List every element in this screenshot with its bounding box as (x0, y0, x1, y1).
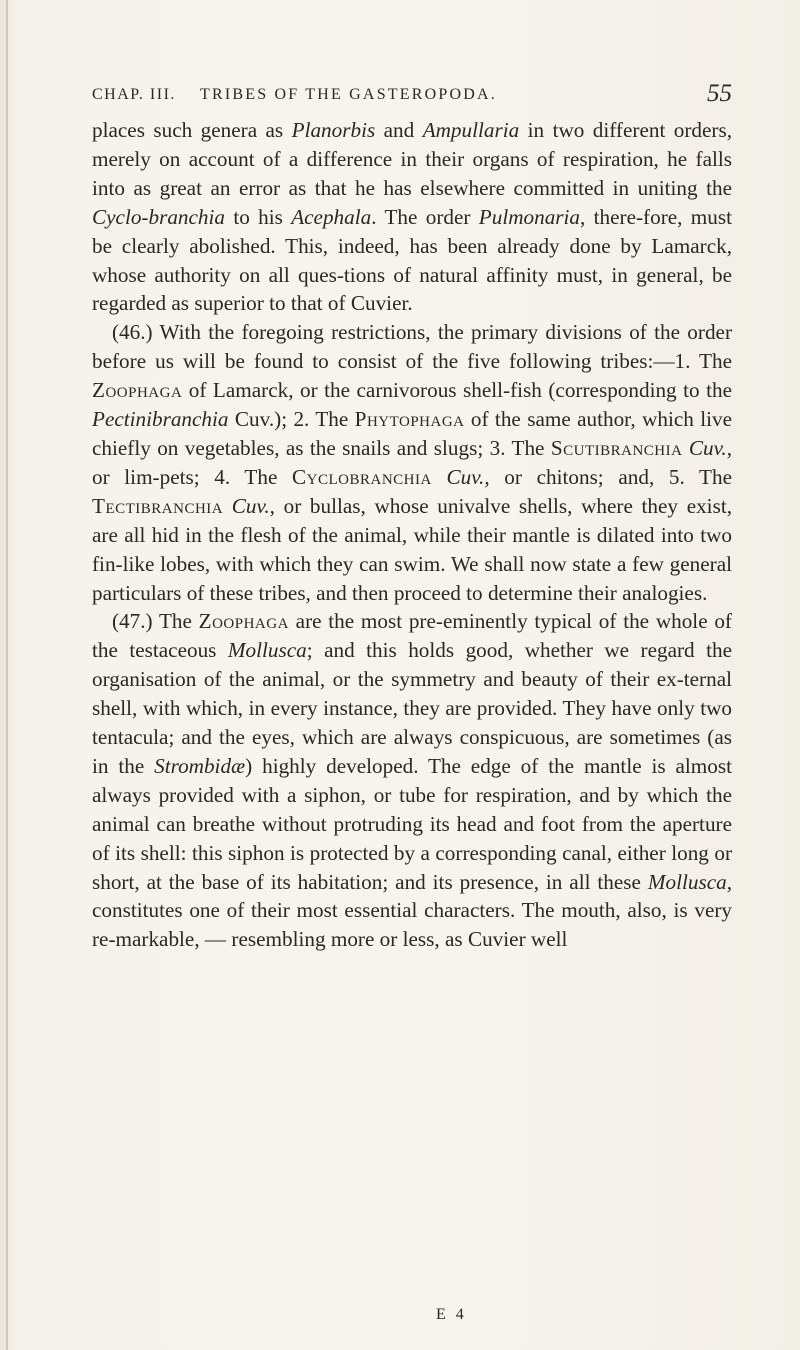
italic-text: Mollusca (227, 638, 307, 663)
signature-mark: E 4 (436, 1306, 467, 1323)
text-run: , constitutes one of their most essential characters. The mouth, also, is very re-markable, — resembling more or less, as Cuvier well (92, 869, 732, 952)
italic-text: Cuv. (446, 464, 485, 489)
text-run: ; and this holds good, whether we regard the organisation of the animal, or the symmetry and beauty of their ex-ternal shell, with which, in every instance, they are provided. They have only two tentacula; and the eyes, which are always conspicuous, are sometimes (as in the (92, 638, 732, 778)
small-caps-text: Phytophaga (354, 407, 465, 432)
italic-text: Planorbis (291, 118, 376, 142)
running-header (92, 80, 732, 110)
italic-text: Cyclo-branchia (92, 204, 225, 229)
italic-text: Pulmonaria (478, 204, 581, 229)
italic-text: Ampullaria (422, 118, 520, 142)
italic-text: Pectinibranchia (92, 407, 229, 432)
body-text (92, 116, 732, 954)
text-run: , there-fore, must be clearly abolished. This, indeed, has been already done by Lamarck, whose authority on all ques-tions of natural affinity must, in general, be regarded as superior to that of Cuvier. (92, 204, 732, 316)
italic-text: Mollusca (647, 869, 727, 894)
text-run: in two different orders, merely on account of a difference in their organs of respiration, he falls into as great an error as that he has elsewhere committed in uniting the (92, 118, 733, 200)
text-run: places such genera as (92, 118, 292, 142)
text-run: , or bullas, whose univalve shells, where they exist, are all hid in the flesh of the animal, while their mantle is dilated into two fin-like lobes, with which they can swim. We shall now state a few general particulars of these tribes, and then proceed to determine their analogies. (92, 493, 733, 605)
page-gutter (6, 0, 8, 1350)
italic-text: Cuv. (231, 493, 270, 518)
text-run: (46.) With the foregoing restrictions, the primary divisions of the order before us will be found to consist of the five following tribes:—1. The (92, 320, 732, 374)
text-run: . The order (371, 204, 479, 229)
small-caps-text: Tectibranchia (92, 493, 224, 518)
paragraph (92, 607, 732, 954)
running-title: TRIBES OF THE GASTEROPODA. (200, 86, 497, 103)
italic-text: Cuv. (688, 435, 727, 460)
text-run: to his (224, 204, 292, 229)
paragraph (92, 318, 732, 607)
paragraph (92, 116, 732, 318)
text-run (432, 465, 447, 489)
small-caps-text: Zoophaga (92, 378, 183, 403)
text-run: ) highly developed. The edge of the mantle is almost always provided with a siphon, or tube for respiration, and by which the animal can breathe without protruding its head and foot from the aperture of its shell: this siphon is protected by a corresponding canal, either long or short, at the base of its habitation; and its presence, in all these (92, 753, 732, 894)
text-run: and (375, 118, 423, 142)
text-run: of Lamarck, or the carnivorous shell-fish (corresponding to the (182, 378, 732, 403)
text-run: , or chitons; and, 5. The (484, 464, 732, 489)
small-caps-text: Zoophaga (198, 609, 289, 634)
italic-text: Strombidæ (154, 753, 246, 778)
chapter-label: CHAP. III. (92, 86, 176, 103)
text-run: (47.) The (112, 609, 199, 634)
text-run: Cuv.); 2. The (228, 407, 355, 432)
text-run: , or lim-pets; 4. The (92, 435, 733, 489)
text-run: of the same author, which live chiefly on vegetables, as the snails and slugs; 3. The (92, 407, 732, 460)
page-number: 55 (707, 80, 732, 107)
text-run (223, 494, 232, 518)
small-caps-text: Cyclobranchia (292, 464, 432, 489)
italic-text: Acephala (291, 204, 372, 229)
small-caps-text: Scutibranchia (550, 435, 683, 460)
text-run: are the most pre-eminently typical of the whole of the testaceous (92, 609, 732, 663)
